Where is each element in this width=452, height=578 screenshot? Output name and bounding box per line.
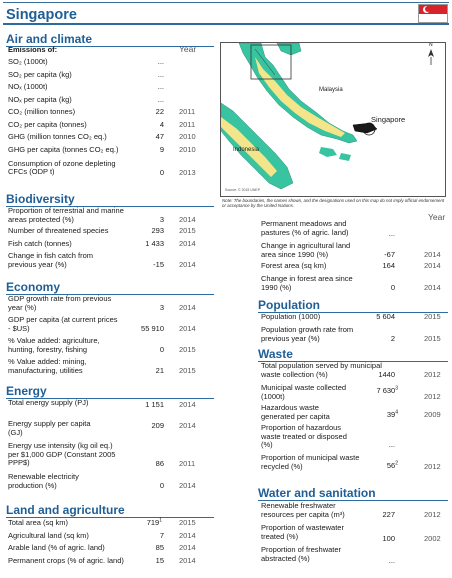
- land-table: [8, 519, 214, 569]
- table-row: GDP per capita (at current prices - $US) 55 910 2014: [8, 315, 196, 333]
- table-row: Fish catch (tonnes) 1 433 2014: [8, 238, 196, 248]
- map-label-indonesia: Indonesia: [233, 147, 260, 153]
- air-table: [8, 58, 214, 182]
- energy-table: [8, 399, 214, 495]
- table-row: Proportion of municipal waste recycled (%) $56^2$ 2012: [261, 453, 441, 471]
- water-table: [261, 502, 451, 568]
- section-economy: Economy: [6, 280, 214, 295]
- table-row: Change in forest area since 1990 (%) 0 2014: [261, 274, 441, 292]
- table-row: Population growth rate from previous year (%) 2 2015: [261, 325, 441, 343]
- table-row: Total area (sq km) $719^1$ 2015: [8, 517, 196, 527]
- table-row: Total population served by municipal waste collection (%) 1440 2012: [261, 361, 441, 379]
- table-row: Arable land (% of agric. land) 85 2014: [8, 543, 196, 552]
- biodiversity-table: [8, 207, 214, 272]
- singapore-flag-icon: [418, 4, 448, 23]
- table-row: Change in fish catch from previous year (%) -15 2014: [8, 251, 196, 269]
- section-land-and-agriculture: Land and agriculture: [6, 503, 214, 518]
- table-row: Permanent crops (% of agric. land) 15 2014: [8, 555, 196, 565]
- table-row: GDP growth rate from previous year (%) 3 2014: [8, 294, 196, 312]
- table-row: Proportion of terrestrial and marine areas protected (%) 3 2014: [8, 206, 196, 224]
- table-row: Population (1000) 5 604 2015: [261, 312, 441, 321]
- table-row: % Value added: agriculture, hunting, forestry, fishing 0 2015: [8, 336, 196, 354]
- location-map: [220, 42, 446, 197]
- population-table: [261, 313, 451, 346]
- table-row: Total energy supply (PJ) 1 151 2014: [8, 398, 196, 409]
- north-arrow-icon: [428, 49, 434, 57]
- table-row: Energy supply per capita (GJ) 209 2014: [8, 419, 196, 437]
- table-row: Agricultural land (sq km) 7 2014: [8, 530, 196, 540]
- map-credit: Source: © 2015 UNEP: [225, 188, 261, 192]
- table-row: Proportion of freshwater abstracted (%) ...: [261, 545, 395, 565]
- table-row: Renewable freshwater resources per capita (m³) 227 2012: [261, 501, 441, 519]
- emissions-subheading: Emissions of:: [8, 45, 58, 54]
- table-row: SO₂ (1000t) ...: [8, 57, 164, 66]
- year-column-header: Year: [179, 44, 197, 54]
- section-biodiversity: Biodiversity: [6, 192, 214, 207]
- table-row: CO₂ (million tonnes) 22 2011: [8, 107, 196, 116]
- map-note: Note: The boundaries, the names shown, and the designations used on this map do not imply official endorsement or acceptance by the United Nations.: [222, 198, 445, 209]
- page-title: Singapore: [6, 7, 77, 23]
- map-graphic: [221, 43, 446, 197]
- table-row: GHG per capita (tonnes CO₂ eq.) 9 2010: [8, 144, 196, 154]
- section-energy: Energy: [6, 384, 214, 399]
- section-waste: Waste: [258, 347, 448, 362]
- table-row: Permanent meadows and pastures (% of agric. land) ...: [261, 219, 395, 238]
- section-water-and-sanitation: Water and sanitation: [258, 486, 448, 501]
- table-row: Proportion of hazardous waste treated or disposed (%) ...: [261, 423, 395, 450]
- table-row: Renewable electricity production (%) 0 2014: [8, 472, 196, 490]
- table-row: CO₂ per capita (tonnes) 4 2011: [8, 119, 196, 129]
- table-row: Hazardous waste generated per capita $39^4$ 2009: [261, 403, 441, 421]
- table-row: Change in agricultural land area since 1990 (%) -67 2014: [261, 241, 441, 259]
- table-row: Number of threatened species 293 2015: [8, 226, 196, 235]
- waste-table: [261, 362, 451, 474]
- north-label: N: [429, 42, 433, 48]
- map-label-malaysia: Malaysia: [319, 87, 343, 93]
- table-row: NOₓ per capita (kg) ...: [8, 94, 164, 104]
- table-row: Municipal waste collected (1000t) 7 $630^3$ 2012: [261, 383, 441, 401]
- table-row: Consumption of ozone depleting CFCs (ODP t) 0 2013: [8, 158, 196, 177]
- section-population: Population: [258, 298, 448, 313]
- table-row: Energy use intensity (kg oil eq.) per $1,000 GDP (Constant 2005 PPP$) 86 2011: [8, 441, 196, 468]
- economy-table: [8, 295, 214, 379]
- table-row: SO₂ per capita (kg) ...: [8, 69, 164, 79]
- table-row: % Value added: mining, manufacturing, utilities 21 2015: [8, 357, 196, 375]
- table-row: Forest area (sq km) 164 2014: [261, 261, 441, 270]
- section-air-and-climate: Air and climate: [6, 32, 214, 47]
- table-row: GHG (million tonnes CO₂ eq.) 47 2010: [8, 132, 196, 141]
- table-row: NOₓ (1000t) ...: [8, 82, 164, 91]
- title-bar: [3, 2, 449, 25]
- land-continued-table: [261, 218, 451, 295]
- table-row: Proportion of wastewater treated (%) 100 2002: [261, 523, 441, 543]
- year-column-header-right: Year: [428, 212, 446, 222]
- map-label-singapore: Singapore: [371, 115, 406, 124]
